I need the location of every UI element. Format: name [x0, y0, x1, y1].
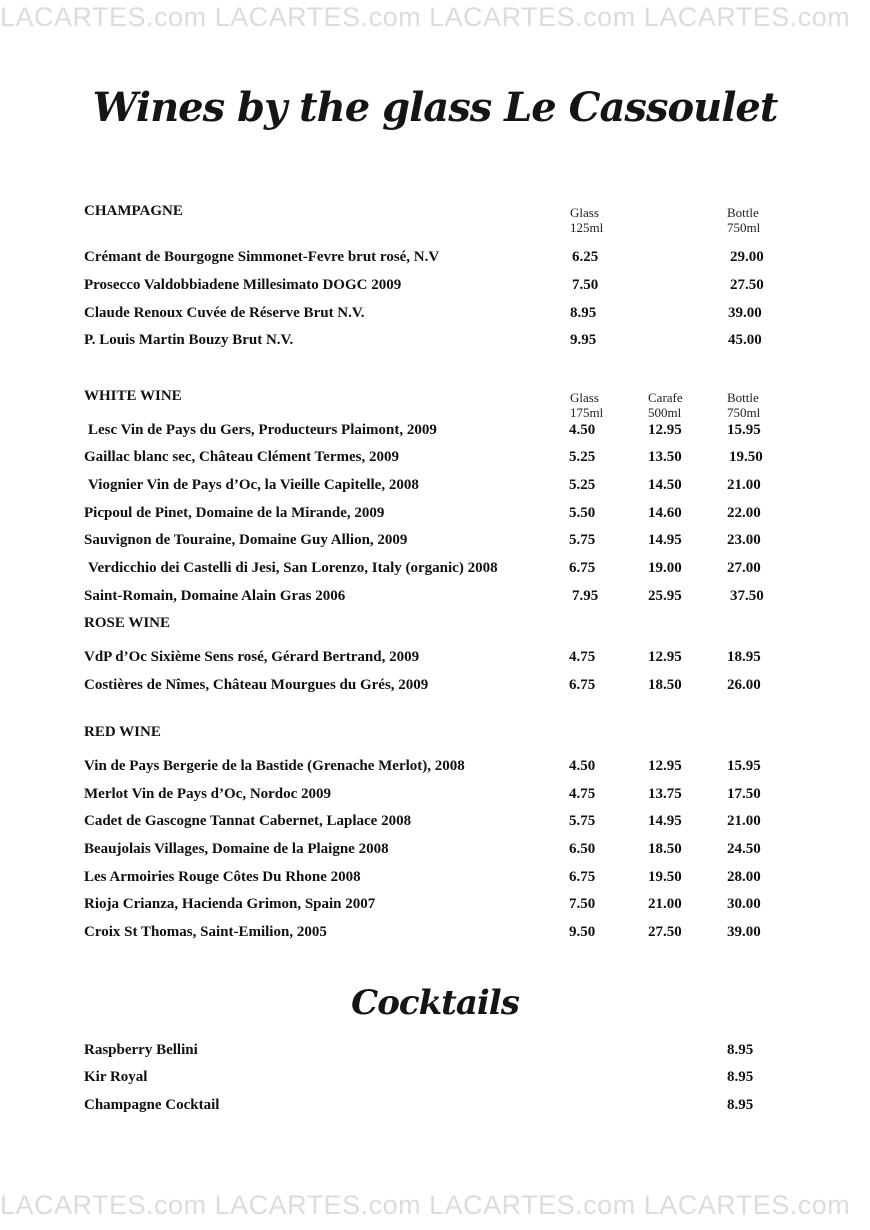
- glass-price: 5.50: [569, 505, 596, 521]
- cocktail-price: 8.95: [727, 1042, 754, 1058]
- column-name: Glass: [570, 205, 599, 220]
- bottle-price: 39.00: [728, 305, 762, 321]
- carafe-price: 19.00: [648, 560, 682, 576]
- carafe-price: 14.95: [648, 813, 682, 829]
- column-name: Carafe: [648, 390, 683, 405]
- column-header-bottle: [727, 390, 760, 420]
- carafe-price: 19.50: [648, 869, 682, 885]
- wine-name: Merlot Vin de Pays d’Oc, Nordoc 2009: [84, 786, 332, 802]
- cocktail-name: Kir Royal: [84, 1069, 148, 1085]
- bottle-price: 27.50: [730, 277, 764, 293]
- wine-name: Vin de Pays Bergerie de la Bastide (Grenache Merlot), 2008: [84, 758, 465, 774]
- glass-price: 7.50: [572, 277, 599, 293]
- glass-price: 4.50: [569, 422, 596, 438]
- column-name: Bottle: [727, 205, 759, 220]
- section-heading: CHAMPAGNE: [84, 203, 183, 219]
- glass-price: 4.75: [569, 649, 596, 665]
- bottle-price: 21.00: [727, 813, 761, 829]
- glass-price: 8.95: [570, 305, 597, 321]
- column-header-carafe: [648, 390, 683, 420]
- cocktail-price: 8.95: [727, 1097, 754, 1113]
- glass-price: 7.50: [569, 896, 596, 912]
- bottle-price: 22.00: [727, 505, 761, 521]
- wine-name: Rioja Crianza, Hacienda Grimon, Spain 2007: [84, 896, 376, 912]
- glass-price: 7.95: [572, 588, 599, 604]
- bottle-price: 19.50: [729, 449, 763, 465]
- bottle-price: 15.95: [727, 758, 761, 774]
- bottle-price: 15.95: [727, 422, 761, 438]
- glass-price: 6.75: [569, 677, 596, 693]
- wine-name: VdP d’Oc Sixième Sens rosé, Gérard Bertrand, 2009: [84, 649, 420, 665]
- glass-price: 5.25: [569, 449, 596, 465]
- column-size: 125ml: [570, 220, 604, 235]
- column-size: 175ml: [570, 405, 604, 420]
- wine-name: Prosecco Valdobbiadene Millesimato DOGC 2009: [84, 277, 402, 293]
- column-size: 500ml: [648, 405, 682, 420]
- watermark-top: LACARTES.com LACARTES.com LACARTES.com LACARTES.com: [0, 2, 851, 32]
- bottle-price: 27.00: [727, 560, 761, 576]
- wine-name: Les Armoiries Rouge Côtes Du Rhone 2008: [84, 869, 361, 885]
- cocktails-heading: Cocktails: [351, 983, 519, 1023]
- wine-name: Croix St Thomas, Saint-Emilion, 2005: [84, 924, 327, 940]
- glass-price: 6.25: [572, 249, 599, 265]
- carafe-price: 13.75: [648, 786, 682, 802]
- carafe-price: 12.95: [648, 649, 682, 665]
- bottle-price: 18.95: [727, 649, 761, 665]
- glass-price: 6.75: [569, 560, 596, 576]
- glass-price: 5.25: [569, 477, 596, 493]
- glass-price: 4.75: [569, 786, 596, 802]
- column-size: 750ml: [727, 220, 761, 235]
- glass-price: 4.50: [569, 758, 596, 774]
- bottle-price: 26.00: [727, 677, 761, 693]
- section-heading: RED WINE: [84, 724, 161, 740]
- column-header-glass: [570, 205, 603, 235]
- wine-name: Beaujolais Villages, Domaine de la Plaigne 2008: [84, 841, 389, 857]
- column-size: 750ml: [727, 405, 761, 420]
- column-header-bottle: [727, 205, 760, 235]
- carafe-price: 18.50: [648, 841, 682, 857]
- wine-name: P. Louis Martin Bouzy Brut N.V.: [84, 332, 294, 348]
- section-heading: WHITE WINE: [84, 388, 182, 404]
- bottle-price: 39.00: [727, 924, 761, 940]
- carafe-price: 14.60: [648, 505, 682, 521]
- bottle-price: 45.00: [728, 332, 762, 348]
- wine-name: Claude Renoux Cuvée de Réserve Brut N.V.: [84, 305, 365, 321]
- bottle-price: 37.50: [730, 588, 764, 604]
- bottle-price: 29.00: [730, 249, 764, 265]
- cocktail-name: Champagne Cocktail: [84, 1097, 220, 1113]
- carafe-price: 13.50: [648, 449, 682, 465]
- wine-name: Cadet de Gascogne Tannat Cabernet, Laplace 2008: [84, 813, 412, 829]
- wine-name: Viognier Vin de Pays d’Oc, la Vieille Capitelle, 2008: [88, 477, 419, 493]
- glass-price: 6.75: [569, 869, 596, 885]
- bottle-price: 17.50: [727, 786, 761, 802]
- glass-price: 9.95: [570, 332, 597, 348]
- carafe-price: 18.50: [648, 677, 682, 693]
- wine-name: Costières de Nîmes, Château Mourgues du Grés, 2009: [84, 677, 429, 693]
- carafe-price: 21.00: [648, 896, 682, 912]
- carafe-price: 12.95: [648, 422, 682, 438]
- wine-name: Picpoul de Pinet, Domaine de la Mirande, 2009: [84, 505, 385, 521]
- wine-name: Saint-Romain, Domaine Alain Gras 2006: [84, 588, 346, 604]
- column-header-glass: [570, 390, 603, 420]
- carafe-price: 25.95: [648, 588, 682, 604]
- wine-name: Lesc Vin de Pays du Gers, Producteurs Plaimont, 2009: [88, 422, 437, 438]
- cocktail-name: Raspberry Bellini: [84, 1042, 198, 1058]
- wine-name: Gaillac blanc sec, Château Clément Termes, 2009: [84, 449, 399, 465]
- glass-price: 5.75: [569, 813, 596, 829]
- bottle-price: 21.00: [727, 477, 761, 493]
- glass-price: 6.50: [569, 841, 596, 857]
- section-heading: ROSE WINE: [84, 615, 171, 631]
- carafe-price: 27.50: [648, 924, 682, 940]
- bottle-price: 23.00: [727, 532, 761, 548]
- watermark-bottom: LACARTES.com LACARTES.com LACARTES.com LACARTES.com: [0, 1190, 851, 1220]
- wine-name: Crémant de Bourgogne Simmonet-Fevre brut rosé, N.V: [84, 249, 440, 265]
- wine-name: Sauvignon de Touraine, Domaine Guy Allion, 2009: [84, 532, 408, 548]
- carafe-price: 14.50: [648, 477, 682, 493]
- bottle-price: 28.00: [727, 869, 761, 885]
- cocktail-price: 8.95: [727, 1069, 754, 1085]
- wine-name: Verdicchio dei Castelli di Jesi, San Lorenzo, Italy (organic) 2008: [88, 560, 498, 576]
- carafe-price: 14.95: [648, 532, 682, 548]
- bottle-price: 30.00: [727, 896, 761, 912]
- carafe-price: 12.95: [648, 758, 682, 774]
- column-name: Bottle: [727, 390, 759, 405]
- glass-price: 9.50: [569, 924, 596, 940]
- bottle-price: 24.50: [727, 841, 761, 857]
- glass-price: 5.75: [569, 532, 596, 548]
- column-name: Glass: [570, 390, 599, 405]
- page-title: Wines by the glass Le Cassoulet: [92, 84, 778, 131]
